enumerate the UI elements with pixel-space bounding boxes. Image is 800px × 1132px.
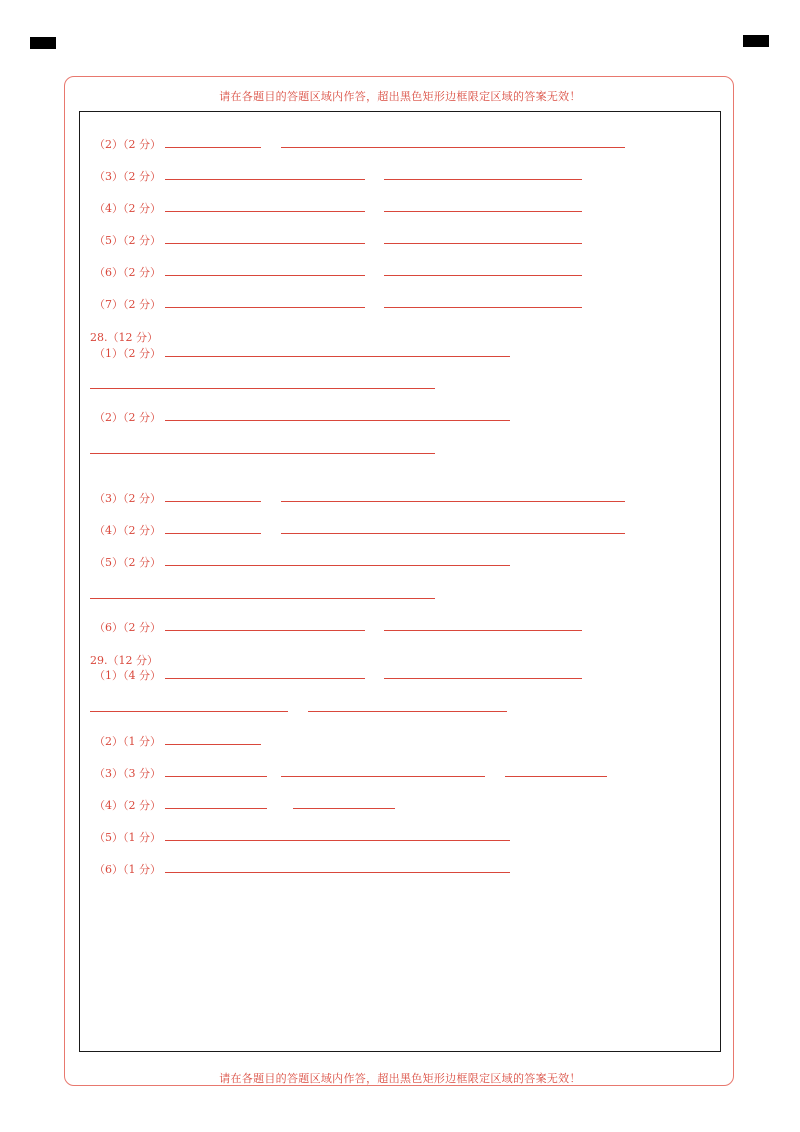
answer-blank[interactable]: [165, 565, 510, 566]
answer-blank[interactable]: [308, 711, 507, 712]
answer-blank[interactable]: [384, 179, 582, 180]
item-label: （3）（2 分）: [94, 170, 161, 183]
item-label: （5）（2 分）: [94, 556, 161, 569]
answer-blank[interactable]: [384, 678, 582, 679]
item-label: （2）（2 分）: [94, 138, 161, 151]
notice-bottom: 请在各题目的答题区域内作答，超出黑色矩形边框限定区域的答案无效！: [219, 1072, 581, 1085]
item-label: （7）（2 分）: [94, 298, 161, 311]
answer-blank[interactable]: [384, 275, 582, 276]
item-label: （2）（2 分）: [94, 411, 161, 424]
question-28-title: 28.（12 分）: [90, 331, 158, 344]
answer-blank[interactable]: [165, 776, 267, 777]
answer-blank[interactable]: [165, 840, 510, 841]
answer-region: [79, 111, 721, 1052]
answer-blank[interactable]: [281, 533, 625, 534]
item-label: （3）（2 分）: [94, 492, 161, 505]
answer-blank[interactable]: [165, 275, 365, 276]
answer-blank[interactable]: [165, 872, 510, 873]
answer-blank[interactable]: [165, 744, 261, 745]
answer-blank[interactable]: [281, 776, 485, 777]
answer-blank[interactable]: [90, 388, 435, 389]
item-label: （5）（1 分）: [94, 831, 161, 844]
answer-blank[interactable]: [165, 307, 365, 308]
question-29-title: 29.（12 分）: [90, 654, 158, 667]
answer-blank[interactable]: [165, 243, 365, 244]
item-label: （6）（2 分）: [94, 621, 161, 634]
answer-blank[interactable]: [281, 501, 625, 502]
item-label: （6）（2 分）: [94, 266, 161, 279]
answer-blank[interactable]: [90, 598, 435, 599]
answer-blank[interactable]: [384, 630, 582, 631]
answer-blank[interactable]: [384, 211, 582, 212]
item-label: （4）（2 分）: [94, 524, 161, 537]
answer-blank[interactable]: [281, 147, 625, 148]
answer-blank[interactable]: [90, 453, 435, 454]
answer-blank[interactable]: [90, 711, 288, 712]
item-label: （4）（2 分）: [94, 799, 161, 812]
item-label: （1）（2 分）: [94, 347, 161, 360]
answer-blank[interactable]: [165, 533, 261, 534]
item-label: （5）（2 分）: [94, 234, 161, 247]
answer-blank[interactable]: [165, 356, 510, 357]
item-label: （1）（4 分）: [94, 669, 161, 682]
answer-blank[interactable]: [165, 179, 365, 180]
alignment-marker-right: [743, 35, 769, 47]
item-label: （2）（1 分）: [94, 735, 161, 748]
item-label: （6）（1 分）: [94, 863, 161, 876]
answer-blank[interactable]: [165, 211, 365, 212]
answer-blank[interactable]: [165, 630, 365, 631]
answer-blank[interactable]: [165, 501, 261, 502]
answer-blank[interactable]: [165, 678, 365, 679]
answer-blank[interactable]: [384, 307, 582, 308]
answer-blank[interactable]: [505, 776, 607, 777]
alignment-marker-left: [30, 37, 56, 49]
answer-blank[interactable]: [293, 808, 395, 809]
notice-top: 请在各题目的答题区域内作答，超出黑色矩形边框限定区域的答案无效！: [219, 90, 581, 103]
answer-blank[interactable]: [165, 808, 267, 809]
item-label: （4）（2 分）: [94, 202, 161, 215]
answer-blank[interactable]: [165, 420, 510, 421]
answer-blank[interactable]: [165, 147, 261, 148]
answer-blank[interactable]: [384, 243, 582, 244]
item-label: （3）（3 分）: [94, 767, 161, 780]
